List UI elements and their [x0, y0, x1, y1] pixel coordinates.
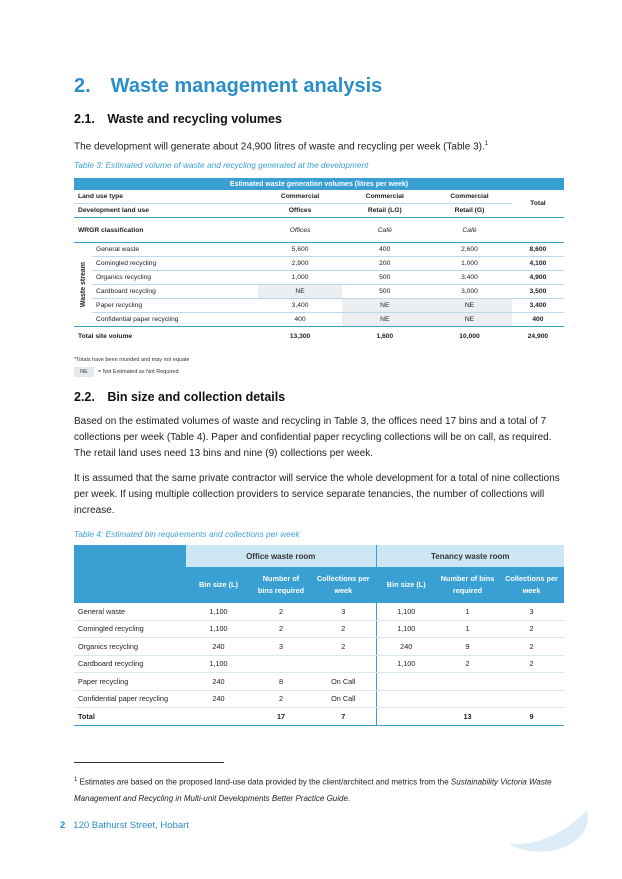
table-row	[74, 620, 564, 638]
site-volume-label: Total site volume	[78, 332, 133, 340]
row-label: Comingled recycling	[74, 620, 186, 638]
table-cell: 9	[499, 708, 564, 726]
table-cell: 1,100	[376, 620, 436, 638]
table-cell: 2	[251, 690, 311, 708]
wrgr-label: WRGR classification	[74, 218, 258, 243]
land-use-label: Land use type	[74, 190, 258, 204]
table-row	[74, 655, 564, 673]
footnote-divider	[74, 762, 224, 763]
footnote-source: Sustainability Victoria Waste Management and Recycling in Multi-unit Developments Better Practice Guide	[74, 777, 552, 803]
table-cell: 7	[311, 708, 376, 726]
section-2-1-text: The development will generate about 24,900 litres of waste and recycling per week (Table 3).$^1$	[74, 141, 489, 153]
table-cell: 13	[436, 708, 499, 726]
ne-definition: = Not Estimated as Not Required	[98, 369, 179, 375]
row-label: Organics recycling	[74, 638, 186, 656]
table-cell: 1,000	[427, 257, 512, 271]
table-cell: 3	[499, 603, 564, 620]
stream-name: Paper recycling	[92, 299, 258, 313]
table-cell-ne: NE	[427, 313, 512, 327]
table-cell: On Call	[311, 690, 376, 708]
row-total: 8,600	[512, 243, 564, 257]
table-3-banner: Estimated waste generation volumes (litres per week)	[74, 178, 564, 190]
table-total-row	[74, 708, 564, 726]
wrgr-cell: Offices	[258, 218, 343, 243]
table-cell: 17	[251, 708, 311, 726]
table-cell: 400	[258, 313, 343, 327]
table-cell: 1	[436, 620, 499, 638]
table-3-caption: Table 3: Estimated volume of waste and recycling generated at the development	[74, 160, 369, 170]
table-cell	[436, 690, 499, 708]
table-cell: 240	[186, 638, 251, 656]
stream-name: Comingled recycling	[92, 257, 258, 271]
table-cell: 500	[342, 271, 427, 285]
dev-land-use-label: Development land use	[74, 204, 258, 218]
row-label: Confidential paper recycling	[74, 690, 186, 708]
land-use-cell: Commercial	[258, 190, 343, 204]
table-4-corner	[74, 545, 186, 567]
section-2-2-p1: Based on the estimated volumes of waste and recycling in Table 3, the offices need 17 bins and a total of 7 collections per week (Table 4). Paper and confidential paper recycling collections will be on call, as required. The retail land uses need 13 bins and nine (9) collections per week.	[74, 416, 552, 459]
table-cell	[376, 708, 436, 726]
table-cell: 200	[342, 257, 427, 271]
wrgr-cell: Café	[342, 218, 427, 243]
footnote	[74, 772, 564, 807]
row-total: 400	[512, 313, 564, 327]
table-cell: 9	[436, 638, 499, 656]
table-cell: 2	[499, 638, 564, 656]
footnote-end: .	[347, 793, 351, 803]
table-cell	[376, 690, 436, 708]
footnote-text: Estimates are based on the proposed land-use data provided by the client/architect and metrics from the	[79, 777, 451, 787]
row-label: General waste	[74, 603, 186, 620]
row-total: 3,400	[512, 299, 564, 313]
section-2-2-p2: It is assumed that the same private contractor will service the whole development for a total of nine collections per week. If using multiple collection providers to service separate tenancies, the number of collections will increase.	[74, 473, 560, 516]
table-cell: 3	[251, 638, 311, 656]
footnote-ref: 1	[484, 141, 489, 147]
table-cell: 240	[186, 673, 251, 691]
table-cell: 240	[376, 638, 436, 656]
table-3	[74, 178, 564, 345]
page-footer	[60, 820, 189, 831]
page-number: 2	[60, 820, 66, 831]
stream-name: Organics recycling	[92, 271, 258, 285]
table-cell: 3,400	[427, 271, 512, 285]
row-total: 3,500	[512, 285, 564, 299]
ne-legend	[74, 367, 179, 377]
table-cell	[499, 673, 564, 691]
rounding-note: *Totals have been rounded and may not equate	[74, 357, 190, 363]
col-header: Collections per week	[311, 567, 376, 603]
row-total: 4,900	[512, 271, 564, 285]
col-header: Bin size (L)	[186, 567, 251, 603]
table-cell	[436, 673, 499, 691]
table-cell: 5,600	[258, 243, 343, 257]
land-use-cell: Commercial	[342, 190, 427, 204]
table-4	[74, 545, 564, 726]
table-cell	[311, 655, 376, 673]
stream-name: General waste	[92, 243, 258, 257]
table-cell: 2	[311, 638, 376, 656]
col-header: Bin size (L)	[376, 567, 436, 603]
wrgr-cell: Café	[427, 218, 512, 243]
ne-swatch: NE	[74, 367, 94, 377]
table-cell: 1,100	[376, 603, 436, 620]
table-cell-ne: NE	[342, 299, 427, 313]
table-cell: 3,000	[427, 285, 512, 299]
col-header: Number of bins required	[251, 567, 311, 603]
col-header: Number of bins required	[436, 567, 499, 603]
table-cell: 240	[186, 690, 251, 708]
table-4-caption: Table 4: Estimated bin requirements and collections per week	[74, 529, 300, 539]
site-total: 13,300	[289, 332, 311, 340]
site-total: 24,900	[527, 332, 549, 340]
table-cell-ne: NE	[342, 313, 427, 327]
table-cell: 8	[251, 673, 311, 691]
table-row	[74, 690, 564, 708]
table-cell: On Call	[311, 673, 376, 691]
row-label: Paper recycling	[74, 673, 186, 691]
table-cell: 500	[342, 285, 427, 299]
table-cell: 2	[436, 655, 499, 673]
table-cell: 1,100	[186, 620, 251, 638]
table-cell	[376, 673, 436, 691]
table-cell: 2,600	[427, 243, 512, 257]
table-cell-ne: NE	[258, 285, 343, 299]
stream-name: Confidential paper recycling	[92, 313, 258, 327]
footer-address: 120 Bathurst Street, Hobart	[73, 820, 189, 831]
footnote-number: 1	[74, 777, 78, 783]
row-total: 4,100	[512, 257, 564, 271]
stream-name: Cardboard recycling	[92, 285, 258, 299]
table-cell	[186, 708, 251, 726]
total-header: Total	[512, 190, 564, 218]
dev-cell: Retail (G)	[427, 204, 512, 218]
page-heading: 2. Waste management analysis	[74, 75, 383, 97]
table-cell: 1	[436, 603, 499, 620]
table-row	[74, 638, 564, 656]
table-cell	[499, 690, 564, 708]
table-row	[74, 603, 564, 620]
table-cell: 2	[499, 620, 564, 638]
table-cell-ne: NE	[427, 299, 512, 313]
table-cell: 3	[311, 603, 376, 620]
table-4-corner-lower	[74, 567, 186, 603]
waste-stream-label: Waste stream	[74, 243, 92, 327]
table-cell: 2	[499, 655, 564, 673]
site-total: 1,600	[376, 332, 394, 340]
table-cell: 400	[342, 243, 427, 257]
table-cell: 1,100	[376, 655, 436, 673]
table-cell: 1,000	[258, 271, 343, 285]
table-cell: 2	[251, 620, 311, 638]
table-cell	[251, 655, 311, 673]
tenancy-room-header: Tenancy waste room	[376, 545, 564, 567]
section-2-2-title: 2.2. Bin size and collection details	[74, 390, 286, 404]
table-cell: 2	[251, 603, 311, 620]
dev-cell: Offices	[258, 204, 343, 218]
table-row	[74, 673, 564, 691]
col-header: Collections per week	[499, 567, 564, 603]
land-use-cell: Commercial	[427, 190, 512, 204]
row-label: Total	[74, 708, 186, 726]
decorative-swoosh-icon	[505, 804, 595, 854]
dev-cell: Retail (LG)	[342, 204, 427, 218]
table-cell: 2	[311, 620, 376, 638]
office-room-header: Office waste room	[186, 545, 376, 567]
table-cell: 3,400	[258, 299, 343, 313]
table-cell: 2,900	[258, 257, 343, 271]
site-total: 10,000	[459, 332, 480, 340]
row-label: Cardboard recycling	[74, 655, 186, 673]
table-cell: 1,100	[186, 603, 251, 620]
table-cell: 1,100	[186, 655, 251, 673]
section-2-1-title: 2.1. Waste and recycling volumes	[74, 112, 282, 126]
